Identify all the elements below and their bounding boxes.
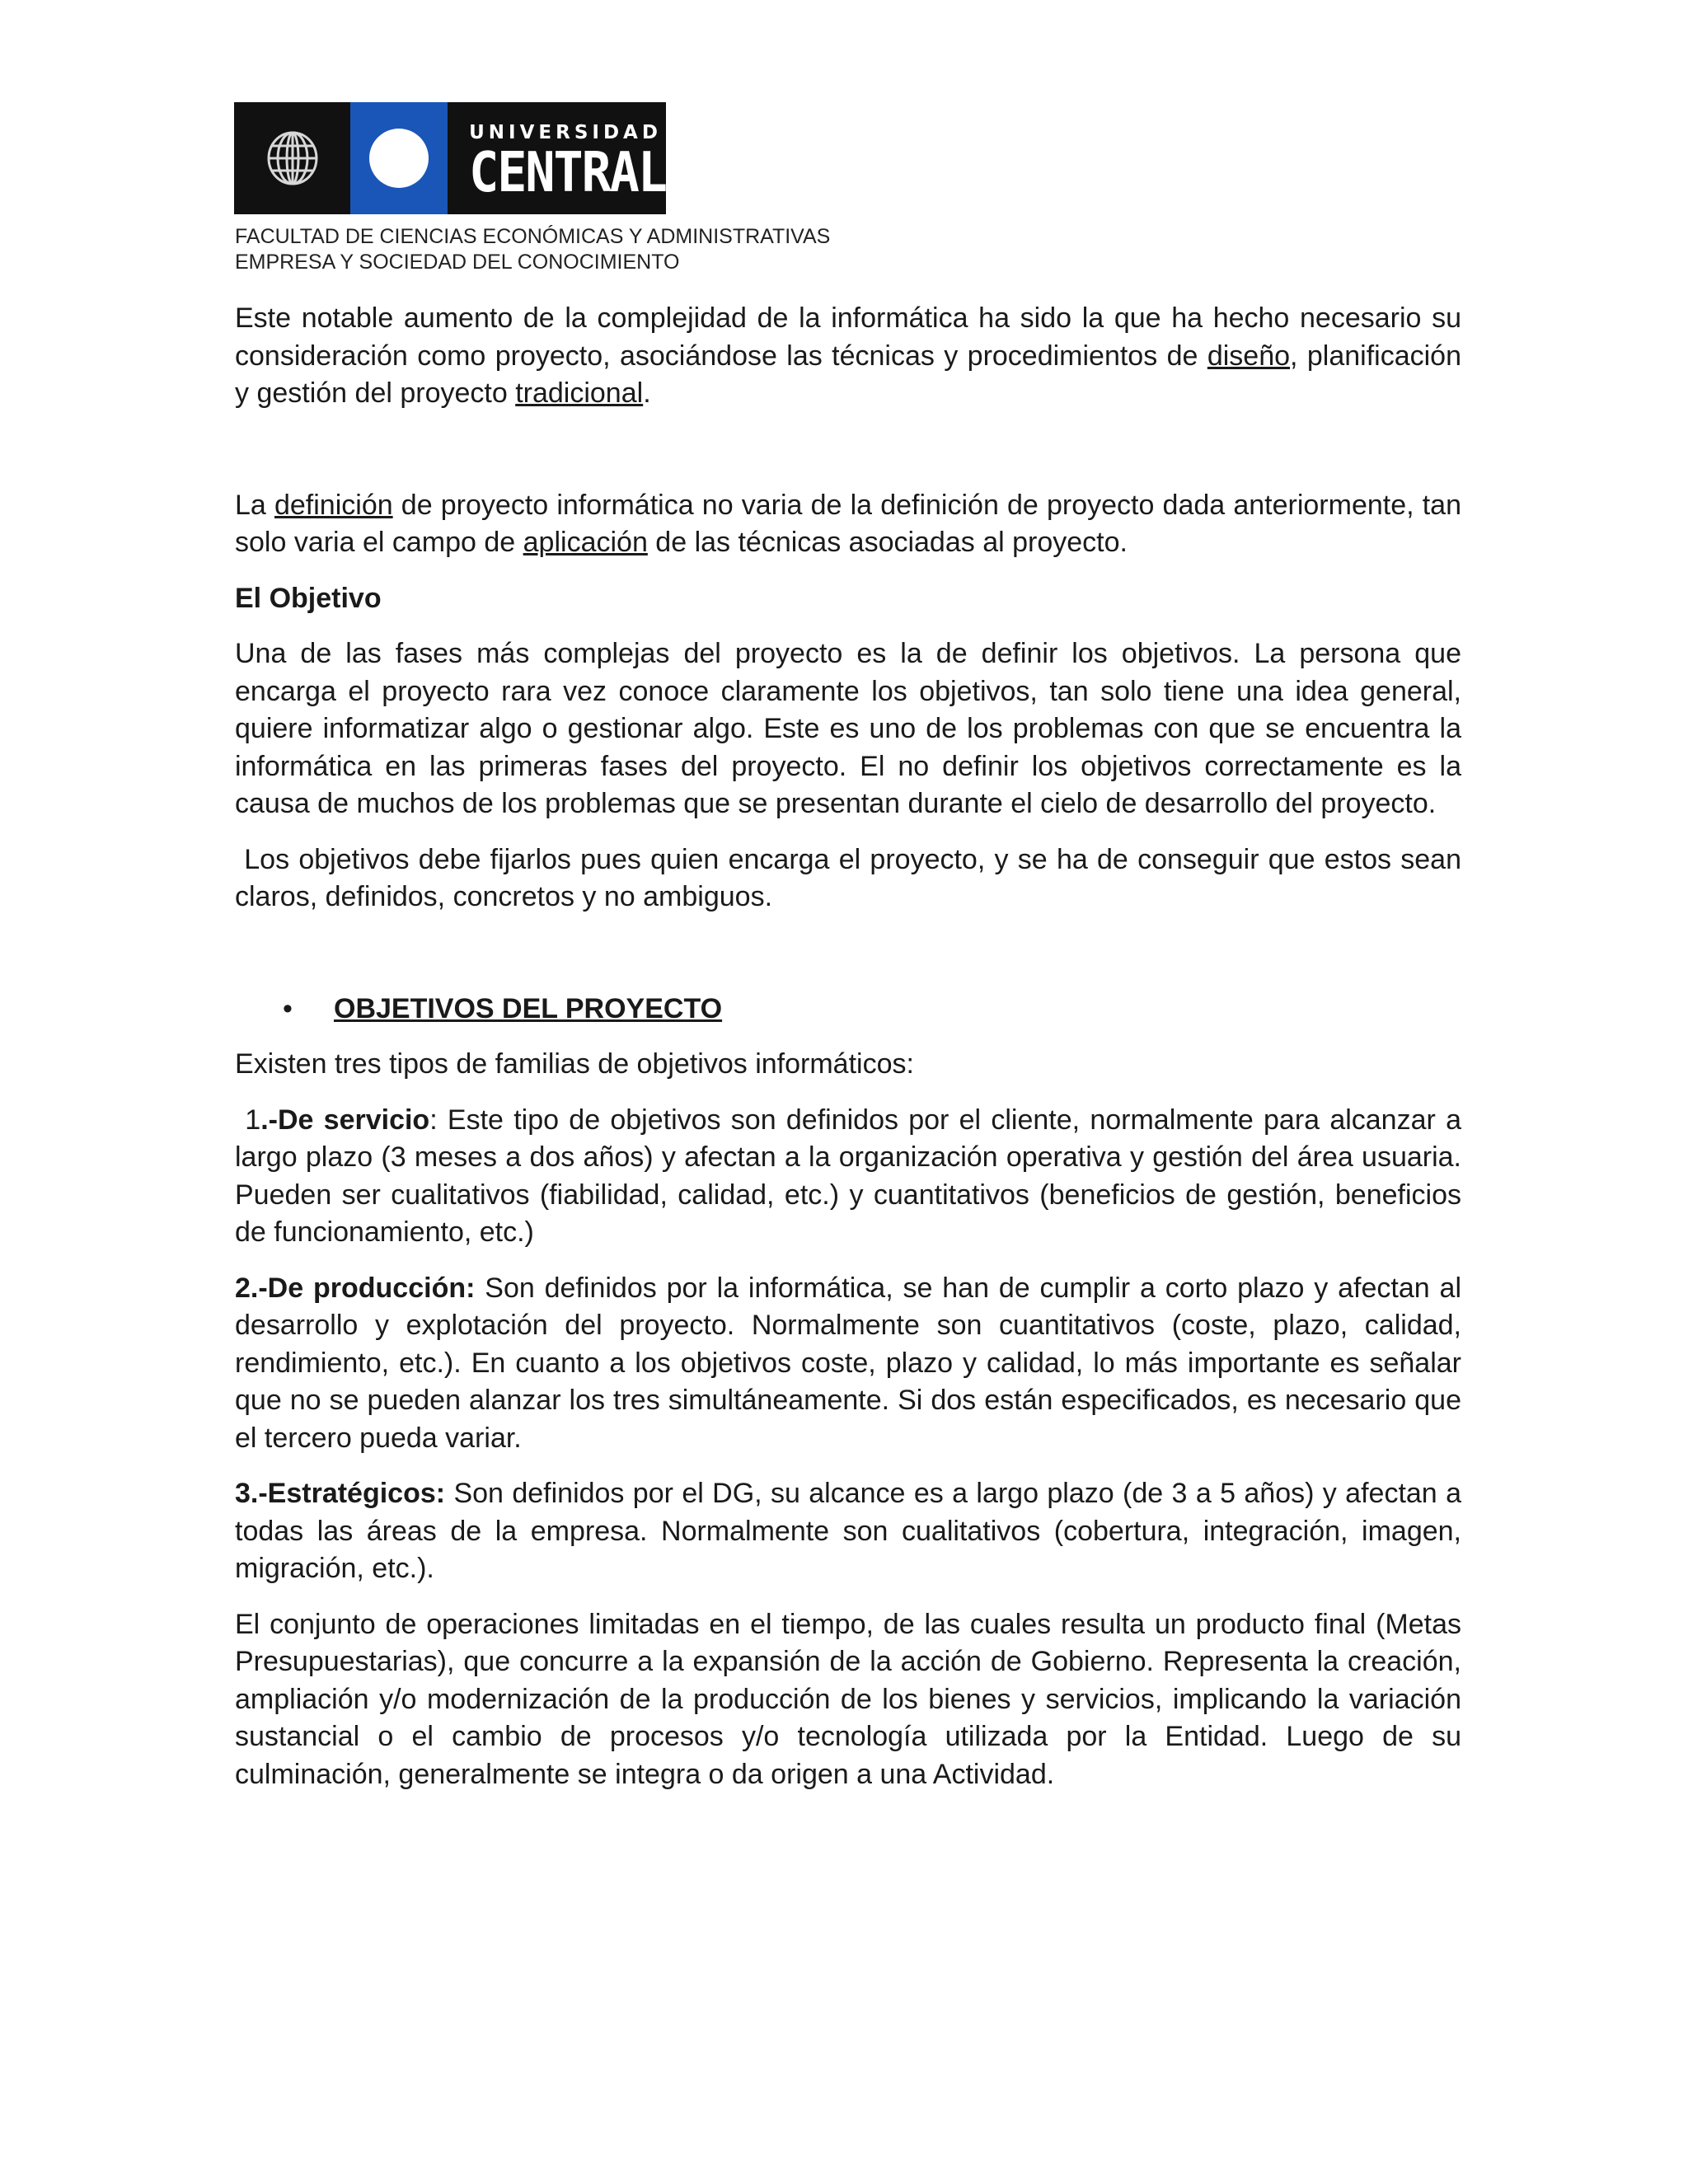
paragraph-text: Este notable aumento de la complejidad de la informática ha sido la que ha hecho necesario su consideración como proyecto, asociándose las técnicas y procedimientos de bbox=[235, 302, 1461, 372]
paragraph-text: de las técnicas asociadas al proyecto. bbox=[647, 527, 1128, 558]
paragraph-objectives-owner: Los objetivos debe fijarlos pues quien encarga el proyecto, y se ha de conseguir que estos sean claros, definidos, concretos y no ambiguos. bbox=[235, 843, 1470, 912]
logo-circle-mark bbox=[369, 129, 429, 188]
logo-wordmark-line2: CENTRAL bbox=[469, 140, 666, 205]
bullet-icon: • bbox=[283, 992, 293, 1024]
bullet-item bbox=[235, 991, 1461, 1029]
paragraph-complexity bbox=[235, 300, 1461, 413]
objective-item-estrategicos bbox=[235, 1475, 1461, 1588]
item-number: 1 bbox=[235, 1104, 261, 1136]
university-logo bbox=[234, 102, 666, 214]
paragraph-text: de proyecto informática no varia de la definición de proyecto dada anteriormente, tan solo varia el campo de bbox=[235, 489, 1461, 558]
logo-blue-panel bbox=[350, 102, 448, 214]
paragraph-objectives-phase: Una de las fases más complejas del proyecto es la de definir los objetivos. La persona que encarga el proyecto rara vez conoce claramente los objetivos, tan solo tiene una idea general, quiere informatizar algo o gestionar algo. Este es uno de los problemas con que se encuentra la informática en las primeras fases del proyecto. El no definir los objetivos correctamente es la causa de muchos de los problemas que se presentan durante el cielo de desarrollo del proyecto. bbox=[235, 638, 1461, 819]
section-heading-objetivos-proyecto: OBJETIVOS DEL PROYECTO bbox=[334, 992, 723, 1024]
section-heading-objetivo: El Objetivo bbox=[235, 582, 382, 614]
objective-item-produccion bbox=[235, 1270, 1461, 1458]
item-label: 3.-Estratégicos: bbox=[235, 1478, 446, 1509]
paragraph-text: . bbox=[643, 377, 651, 409]
link-definicion[interactable]: definición bbox=[274, 489, 393, 521]
objective-item-servicio bbox=[235, 1102, 1470, 1252]
paragraph-operations: El conjunto de operaciones limitadas en el tiempo, de las cuales resulta un producto final (Metas Presupuestarias), que concurre a la expansión de la acción de Gobierno. Representa la creación, ampliación y/o modernización de la producción de los bienes y servicios, implicando la variación sustancial o el cambio de procesos y/o tecnología utilizada por la Entidad. Luego de su culminación, generalmente se integra o da origen a una Actividad. bbox=[235, 1608, 1461, 1790]
globe-icon-box bbox=[234, 102, 350, 214]
paragraph-text: , planificación y gestión del proyecto bbox=[235, 340, 1461, 409]
logo-wordmark-line1: UNIVERSIDAD bbox=[469, 122, 662, 143]
link-tradicional[interactable]: tradicional bbox=[515, 377, 644, 409]
paragraph-families-intro: Existen tres tipos de familias de objetivos informáticos: bbox=[235, 1048, 914, 1080]
item-text: Son definidos por el DG, su alcance es a largo plazo (de 3 a 5 años) y afectan a todas las áreas de la empresa. Normalmente son cualitativos (cobertura, integración, imagen, migración, etc.). bbox=[235, 1478, 1461, 1584]
item-text: Son definidos por la informática, se han de cumplir a corto plazo y afectan al desarrollo y explotación del proyecto. Normalmente son cuantitativos (coste, plazo, calidad, rendimiento, etc.). En cuanto a los objetivos coste, plazo y calidad, lo más importante es señalar que no se pueden alanzar los tres simultáneamente. Si dos están especificados, es necesario que el tercero pueda variar. bbox=[235, 1272, 1461, 1454]
paragraph-definition bbox=[235, 487, 1461, 562]
course-header: EMPRESA Y SOCIEDAD DEL CONOCIMIENTO bbox=[235, 251, 680, 274]
faculty-header: FACULTAD DE CIENCIAS ECONÓMICAS Y ADMINISTRATIVAS bbox=[235, 225, 831, 248]
globe-icon bbox=[265, 129, 320, 187]
item-label: 2.-De producción: bbox=[235, 1272, 476, 1304]
logo-wordmark bbox=[448, 102, 666, 214]
item-text: : Este tipo de objetivos son definidos por el cliente, normalmente para alcanzar a largo plazo (3 meses a dos años) y afectan a la organización operativa y gestión del área usuaria. Pueden ser cualitativos (fiabilidad, calidad, etc.) y cuantitativos (beneficios de gestión, beneficios de funcionamiento, etc.) bbox=[235, 1104, 1470, 1248]
link-diseno[interactable]: diseño bbox=[1207, 340, 1291, 372]
item-label: .-De servicio bbox=[260, 1104, 430, 1136]
paragraph-text: La bbox=[235, 489, 274, 521]
document-body bbox=[235, 300, 1470, 1793]
link-aplicacion[interactable]: aplicación bbox=[523, 527, 648, 558]
